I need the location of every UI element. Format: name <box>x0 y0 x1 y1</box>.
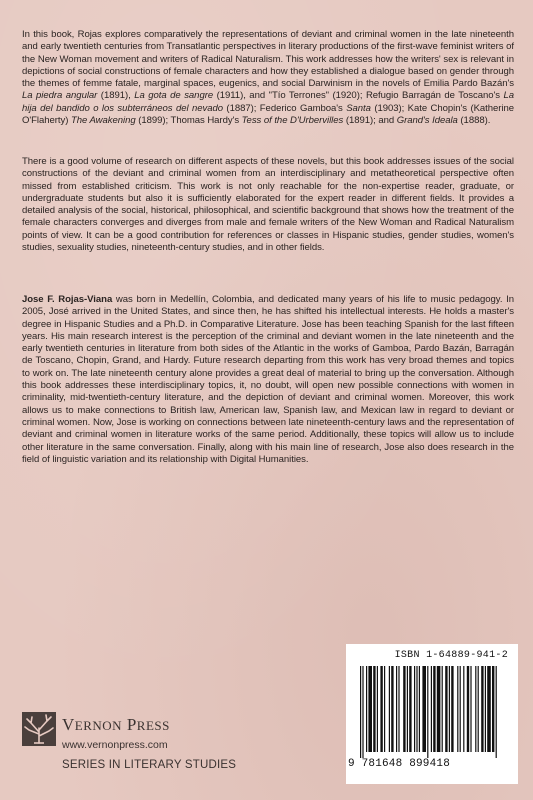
book-description-paragraph <box>22 29 514 127</box>
barcode-bar <box>481 666 483 752</box>
description-text: (1888). <box>457 115 491 127</box>
description-text: (1903); Kate Chopin's (Katherine O'Flaherty) <box>22 102 514 127</box>
barcode-bar <box>416 666 417 752</box>
barcode-bar <box>470 666 471 752</box>
barcode-bar <box>362 666 363 758</box>
barcode-bar <box>366 666 367 752</box>
description-text: (1911), and "Tío Terrones" (1920); Refugio Barragán de Toscano's <box>213 90 504 102</box>
barcode-bar <box>437 666 441 752</box>
series-title: SERIES IN LITERARY STUDIES <box>62 759 237 771</box>
vernon-press-tree-logo-icon <box>22 712 56 746</box>
barcode-bar <box>463 666 464 752</box>
barcode-bar <box>427 666 428 758</box>
barcode-bar <box>414 666 415 752</box>
barcode-bar <box>485 666 486 752</box>
barcode-bar <box>368 666 372 752</box>
barcode-bar <box>380 666 382 752</box>
barcode-bar <box>442 666 443 752</box>
author-bio-paragraph <box>22 294 514 466</box>
barcode-bar <box>360 666 361 758</box>
barcode-bar <box>431 666 432 752</box>
barcode-bar <box>451 666 453 752</box>
barcode-bar <box>403 666 405 752</box>
barcode-bar <box>467 666 469 752</box>
barcode-bar <box>389 666 390 752</box>
barcode-bar <box>487 666 491 752</box>
barcode-bar <box>409 666 411 752</box>
barcode-bar <box>419 666 420 752</box>
isbn-barcode <box>346 644 518 784</box>
description-text: In this book, Rojas explores comparatively the representations of deviant and criminal women in the late nineteenth and early twentieth centuries from Transatlantic perspectives in literary productions of the first-wave feminist writers of the New Woman movement and writers of Radical Naturalism. This work addresses how the writers' sex is relevant in depictions of social constructions of female characters and how they established a dialogue based on gender through the themes of femme fatale, marginal spaces, eugenics, and social Darwinism in the novels of Emilia Pardo Bazán's <box>22 29 514 90</box>
publisher-block <box>22 712 302 792</box>
barcode-bars <box>356 666 508 758</box>
author-name: Jose F. Rojas-Viana <box>22 294 113 305</box>
novel-title: The Awakening <box>70 115 136 127</box>
barcode-bar <box>433 666 435 752</box>
publisher-name-rest: RESS <box>136 718 170 733</box>
barcode-bar <box>377 666 378 752</box>
barcode-bar <box>445 666 447 752</box>
publisher-url: www.vernonpress.com <box>62 739 168 751</box>
novel-title: La gota de sangre <box>134 90 214 102</box>
novel-title: La piedra angular <box>22 90 98 102</box>
barcode-bar <box>492 666 494 752</box>
novel-title: Santa <box>346 102 371 114</box>
barcode-digits: 9 781648 899418 <box>348 758 451 770</box>
barcode-bar <box>460 666 461 752</box>
publisher-name <box>62 715 170 735</box>
barcode-bar <box>478 666 479 752</box>
publisher-name-rest: ERNON <box>74 718 123 733</box>
description-text: (1891), <box>97 90 135 102</box>
author-bio-text: was born in Medellín, Colombia, and dedicated many years of his life to music pedagogy. In 2005, José arrived in the United States, and since then, he has shifted his intellectual interests. He holds a master's degree in Hispanic Studies and a Ph.D. in Comparative Literature. Jose has been teaching Spanish for the last fifteen years. His main research interest is the perception of the criminal and deviant women in the late nineteenth and the early twentieth centuries in literature from both sides of the Atlantic in the works of Gamboa, Pardo Bazán, Barragán de Toscano, Chopin, Grand, and Hardy. Future research departing from this work has very broad themes and topics to work on. The late nineteenth century alone provides a great deal of material to bring up the conversation. Although this book addresses these interdisciplinary topics, it, no doubt, will open new possible connections with women in criminality, mid-twentieth-century literature, and the depiction of deviant and criminal women. Moreover, this work allows us to make connections to British law, American law, Spanish law, and Mexican law in regard to deviant or criminal women. Now, Jose is working on connections between late nineteenth-century laws and the representation of deviant and criminal women in literature works of the same period. Additionally, these topics will allow us to include other literature in the same conversation. Finally, along with his main line of research, Jose also does research in the field of linguistic variation and its relationship with Digital Humanities. <box>22 294 514 465</box>
barcode-bar <box>398 666 399 752</box>
publisher-name-initial: P <box>126 715 137 734</box>
research-scope-paragraph: There is a good volume of research on different aspects of these novels, but this book addresses issues of the social constructions of the deviant and criminal women from an interdisciplinary and metatheoretical perspective often missed from established criticism. This work is not only reachable for the non-expertise reader, graduate, or undergraduate students but also it is sufficiently elaborated for the expert reader in different fields. It provides a detailed analysis of the social, historical, philosophical, and scientific background that shows how the treatment of the female characters converges and diverges from male and female writers of the New Woman and Radical Naturalism points of view. It can be a good contribution for references or classes in Hispanic studies, gender studies, women's studies, sexuality studies, nineteenth-century studies, and in other fields. <box>22 156 514 254</box>
isbn-label: ISBN 1-64889-941-2 <box>394 650 508 661</box>
novel-title: Tess of the D'Urbervilles <box>241 115 344 127</box>
barcode-bar <box>449 666 450 752</box>
novel-title: Grand's Ideala <box>396 115 458 127</box>
barcode-bar <box>396 666 397 752</box>
barcode-bar <box>422 666 426 752</box>
description-text: (1887); Federico Gamboa's <box>223 102 347 114</box>
barcode-bar <box>496 666 497 758</box>
barcode-bar <box>391 666 393 752</box>
barcode-bar <box>407 666 408 752</box>
description-text: (1891); and <box>343 115 397 127</box>
barcode-bar <box>373 666 375 752</box>
barcode-bar <box>384 666 385 752</box>
barcode-bar <box>457 666 458 752</box>
description-text: (1899); Thomas Hardy's <box>135 115 242 127</box>
publisher-name-initial: V <box>62 715 75 734</box>
barcode-bar <box>475 666 476 752</box>
novel-title: La hija del bandido o los subterráneos del nevado <box>22 90 515 114</box>
